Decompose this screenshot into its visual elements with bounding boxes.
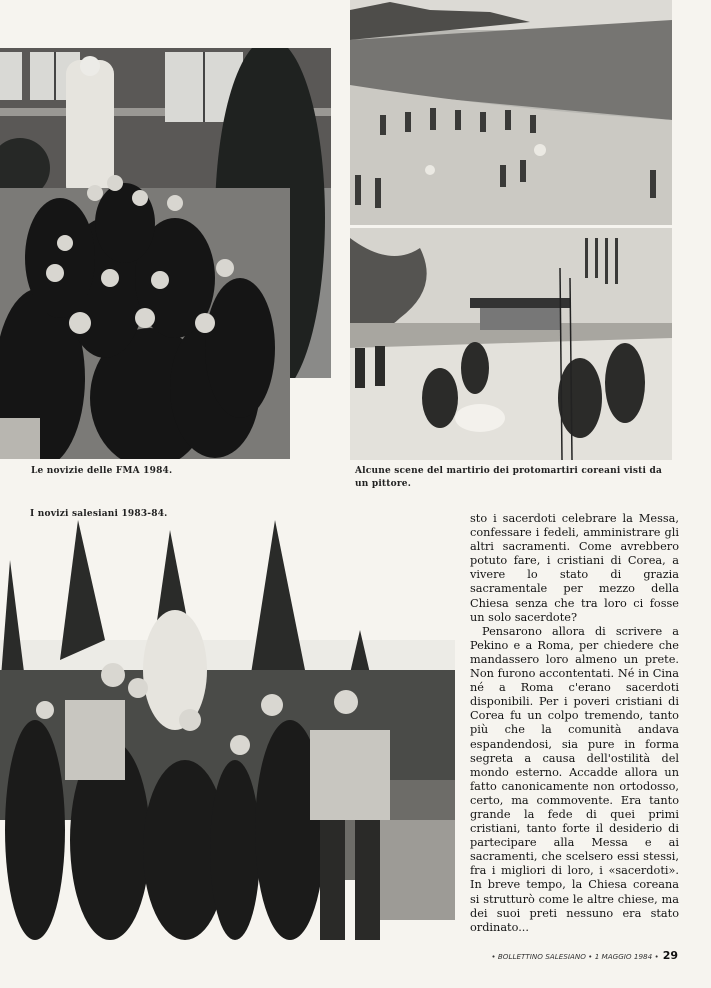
caption-salesian-novices: I novizi salesiani 1983-84. [30,509,168,519]
article-paragraph-1: sto i sacerdoti celebrare la Messa, confessare i fedeli, amministrare gli altri sacramenti. Come avrebbero potuto fare, i cristiani di Corea, a vivere lo stato di grazia sacramentale per mezzo della Chiesa senza che tra loro ci fosse un solo sacerdote? [470,512,679,624]
page-number: 29 [662,949,678,962]
article-body [470,512,679,935]
article-paragraph-2: Pensarono allora di scrivere a Pekino e a Roma, per chiedere che mandassero loro almeno un prete. Non furono accontentati. Né in Cina né a Roma c'erano sacerdoti disponibili. Per i poveri cristiani di Corea fu un colpo tremendo, tanto più che la comunità andava espandendosi, sia pure in forma segreta a causa dell'ostilità del mondo esterno. Accadde allora un fatto canonicamente non ortodosso, certo, ma commovente. Era tanto grande la fede di quei primi cristiani, tanto forte il desiderio di partecipare alla Messa e ai sacramenti, che scelsero essi stessi, fra i migliori di loro, i «sacerdoti». In breve tempo, la Chiesa coreana si strutturò come le altre chiese, ma dei suoi preti nessuno era stato ordinato... [470,624,679,934]
photo-salesian-novices [0,520,455,945]
page-footer [491,949,678,962]
painting-martyrs-top [350,0,672,225]
footer-publication: • BOLLETTINO SALESIANO • 1 MAGGIO 1984 • [491,952,659,961]
painting-martyrs-bottom [350,228,672,460]
caption-fma-novices: Le novizie delle FMA 1984. [31,466,173,476]
caption-martyrs: Alcune scene del martirio dei protomartiri coreani visti da un pittore. [355,466,663,489]
photo-fma-novices [0,48,331,459]
